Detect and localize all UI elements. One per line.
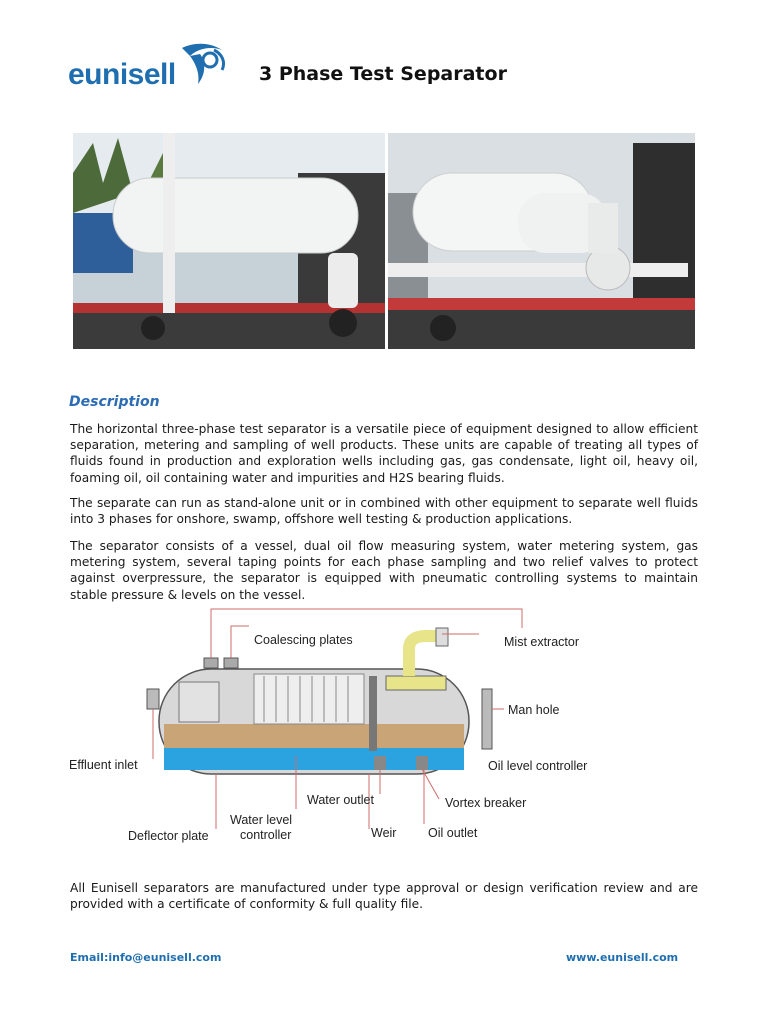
label-water-level-controller-line2: controller [240,828,292,842]
label-man-hole: Man hole [508,703,560,717]
description-heading: Description [69,394,160,410]
footer-email[interactable]: Email:info@eunisell.com [70,951,222,964]
label-water-outlet: Water outlet [307,793,374,807]
company-logo [68,40,233,98]
label-mist-extractor: Mist extractor [504,635,580,649]
description-paragraph-3: The separator consists of a vessel, dual oil flow measuring system, water metering system, gas metering system, several taping points for each phase sampling and two relief valves to protect against overpressure, the separator is equipped with pneumatic controlling systems to maintain stable pressure & levels on the vessel. [70,539,698,602]
label-effluent-inlet: Effluent inlet [69,758,138,772]
label-vortex-breaker: Vortex breaker [445,796,527,810]
label-weir: Weir [371,826,397,840]
description-paragraph-1: The horizontal three-phase test separator is a versatile piece of equipment designed to allow efficient separation, metering and sampling of well products. These units are capable of treating all types of fluids found in production and exploration wells including gas, gas condensate, light oil, heavy oil, foaming oil, oil containing water and impurities and H2S bearing fluids. [70,422,698,485]
logo-swirl-icon [176,40,228,86]
label-deflector-plate: Deflector plate [128,829,209,843]
separator-diagram [64,604,714,854]
page-title: 3 Phase Test Separator [259,63,507,85]
closing-paragraph: All Eunisell separators are manufactured under type approval or design verification review and are provided with a certificate of conformity & full quality file. [70,881,698,912]
logo-text: eunisell [68,58,176,91]
footer-website[interactable]: www.eunisell.com [566,951,679,964]
label-water-level-controller-line1: Water level [230,813,293,827]
separator-photo-left [73,133,385,349]
label-coalescing-plates: Coalescing plates [254,633,353,647]
separator-photo-right [388,133,695,349]
description-paragraph-2: The separate can run as stand-alone unit or in combined with other equipment to separate well fluids into 3 phases for onshore, swamp, offshore well testing & production applications. [70,496,698,527]
label-oil-outlet: Oil outlet [428,826,478,840]
label-oil-level-controller: Oil level controller [488,759,588,773]
